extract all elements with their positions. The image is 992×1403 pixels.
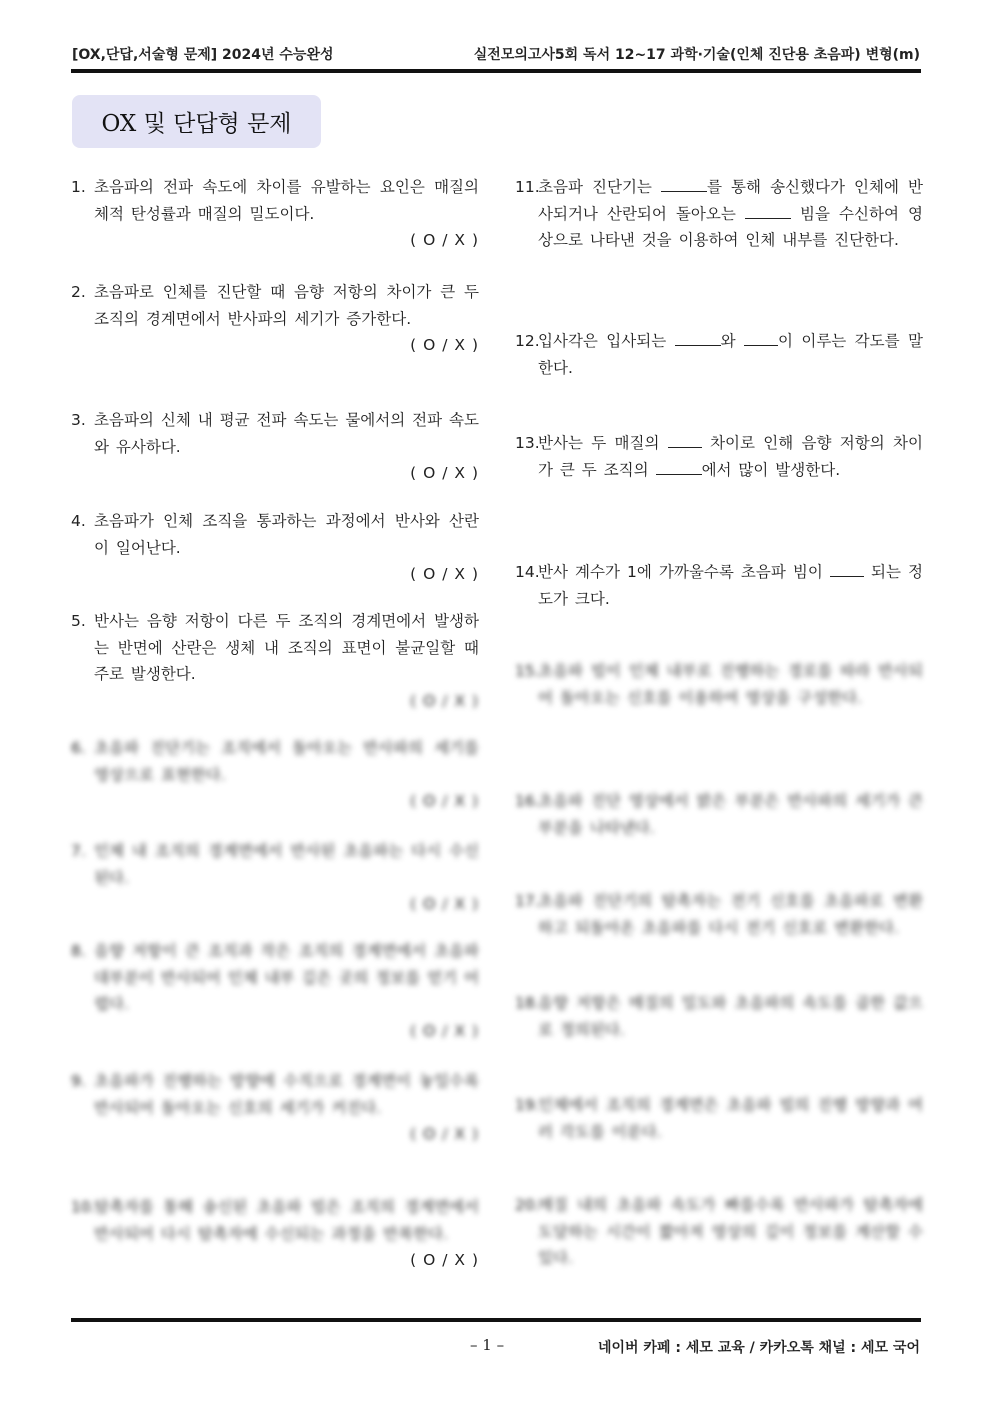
question-text: 인체 내 조직의 경계면에서 반사된 초음파는 다시 수신된다. [94,842,479,887]
header-right: 실전모의고사5회 독서 12~17 과학·기술(인체 진단용 초음파) 변형(m) [473,47,920,63]
answer-blank[interactable] [675,331,721,346]
question-text: 초음파의 전파 속도에 차이를 유발하는 요인은 매질의 체적 탄성률과 매질의 밀도이다. [94,178,479,223]
question-12: 12.입사각은 입사되는 와 이 이루는 각도를 말한다. [515,332,923,377]
answer-blank[interactable] [656,460,702,475]
footer-info: 네이버 카페 : 세모 교육 / 카카오톡 채널 : 세모 국어 [597,1340,920,1356]
question-text: 초음파가 진행하는 방향에 수직으로 경계면이 놓일수록 반사되어 돌아오는 신호의 세기가 커진다. [94,1072,479,1117]
ox-answer[interactable]: ( O / X ) [410,464,479,482]
question-17: 17.초음파 진단기의 탐촉자는 전기 신호를 초음파로 변환하고 되돌아온 초음파를 다시 전기 신호로 변환한다. [515,892,923,937]
ox-answer[interactable]: ( O / X ) [410,1125,479,1143]
ox-answer[interactable]: ( O / X ) [410,231,479,249]
answer-blank[interactable] [745,204,791,219]
question-20: 20.매질 내의 초음파 속도가 빠를수록 반사파가 탐촉자에 도달하는 시간이 짧아져 영상의 깊이 정보를 계산할 수 있다. [515,1196,923,1267]
ox-answer[interactable]: ( O / X ) [410,1021,479,1040]
question-10: 10.탐촉자를 통해 송신된 초음파 빔은 조직의 경계면에서 반사되어 다시 탐촉자에 수신되는 과정을 반복한다. ( O / X ) [71,1194,479,1273]
question-text: 음향 저항이 큰 조직과 작은 조직의 경계면에서 초음파 대부분이 반사되어 인체 내부 깊은 곳의 정보를 얻기 어렵다. [94,942,479,1013]
question-5: 5. 반사는 음향 저항이 다른 두 조직의 경계면에서 발생하는 반면에 산란은 생체 내 조직의 표면이 불균일할 때 주로 발생한다. ( O / X ) [71,608,479,714]
bottom-rule [71,1318,921,1322]
question-13: 13.반사는 두 매질의 차이로 인해 음향 저항의 차이가 큰 두 조직의 에서 많이 발생한다. [515,434,923,479]
question-11: 11.초음파 진단기는 를 통해 송신했다가 인체에 반사되거나 산란되어 돌아오는 빔을 수신하여 영상으로 나타낸 것을 이용하여 인체 내부를 진단한다. [515,178,924,249]
question-text: 초음파로 인체를 진단할 때 음향 저항의 차이가 큰 두 조직의 경계면에서 반사파의 세기가 증가한다. [94,283,479,328]
answer-blank[interactable] [830,562,864,577]
top-rule [71,69,921,73]
question-2: 2. 초음파로 인체를 진단할 때 음향 저항의 차이가 큰 두 조직의 경계면에서 반사파의 세기가 증가한다. ( O / X ) [71,279,479,358]
question-text: 탐촉자를 통해 송신된 초음파 빔은 조직의 경계면에서 반사되어 다시 탐촉자에 수신되는 과정을 반복한다. [94,1198,479,1243]
question-7: 7. 인체 내 조직의 경계면에서 반사된 초음파는 다시 수신된다. ( O / X ) [71,838,479,917]
question-19: 19.인체에서 조직의 경계면은 초음파 빔의 진행 방향과 여러 각도를 이룬다. [515,1096,923,1141]
question-text: 반사는 음향 저항이 다른 두 조직의 경계면에서 발생하는 반면에 산란은 생체 내 조직의 표면이 불균일할 때 주로 발생한다. [94,612,479,683]
ox-answer[interactable]: ( O / X ) [410,565,479,583]
ox-answer[interactable]: ( O / X ) [410,895,479,913]
answer-blank[interactable] [744,331,778,346]
ox-answer[interactable]: ( O / X ) [410,792,479,810]
header-left: [OX,단답,서술형 문제] 2024년 수능완성 [72,47,334,63]
question-14: 14.반사 계수가 1에 가까울수록 초음파 빔이 되는 정도가 크다. [515,563,923,608]
question-15: 15.초음파 빔이 인체 내부로 진행하는 경로를 따라 반사되어 돌아오는 신호를 이용하여 영상을 구성한다. [515,662,923,707]
answer-blank[interactable] [661,177,707,192]
answer-blank[interactable] [668,433,702,448]
question-18: 18.음향 저항은 매질의 밀도와 초음파의 속도를 곱한 값으로 정의된다. [515,994,923,1039]
question-8: 8. 음향 저항이 큰 조직과 작은 조직의 경계면에서 초음파 대부분이 반사되어 인체 내부 깊은 곳의 정보를 얻기 어렵다. ( O / X ) [71,938,479,1044]
question-3: 3. 초음파의 신체 내 평균 전파 속도는 물에서의 전파 속도와 유사하다. ( O / X ) [71,407,479,486]
question-16: 16.초음파 진단 영상에서 밝은 부분은 반사파의 세기가 큰 부분을 나타낸다. [515,792,923,837]
question-text: 초음파의 신체 내 평균 전파 속도는 물에서의 전파 속도와 유사하다. [94,411,479,456]
question-text: 초음파 진단기는 조직에서 돌아오는 반사파의 세기를 영상으로 표현한다. [94,739,479,784]
question-4: 4. 초음파가 인체 조직을 통과하는 과정에서 반사와 산란이 일어난다. ( O / X ) [71,508,479,587]
ox-answer[interactable]: ( O / X ) [410,691,479,710]
question-text: 초음파가 인체 조직을 통과하는 과정에서 반사와 산란이 일어난다. [94,512,479,557]
question-1: 1. 초음파의 전파 속도에 차이를 유발하는 요인은 매질의 체적 탄성률과 매질의 밀도이다. ( O / X ) [71,174,479,253]
question-6: 6. 초음파 진단기는 조직에서 돌아오는 반사파의 세기를 영상으로 표현한다. ( O / X ) [71,735,479,814]
question-9: 9. 초음파가 진행하는 방향에 수직으로 경계면이 놓일수록 반사되어 돌아오는 신호의 세기가 커진다. ( O / X ) [71,1068,479,1147]
page-number: – 1 – [470,1336,505,1354]
section-title: OX 및 단답형 문제 [72,95,321,148]
ox-answer[interactable]: ( O / X ) [410,336,479,354]
ox-answer[interactable]: ( O / X ) [410,1251,479,1269]
